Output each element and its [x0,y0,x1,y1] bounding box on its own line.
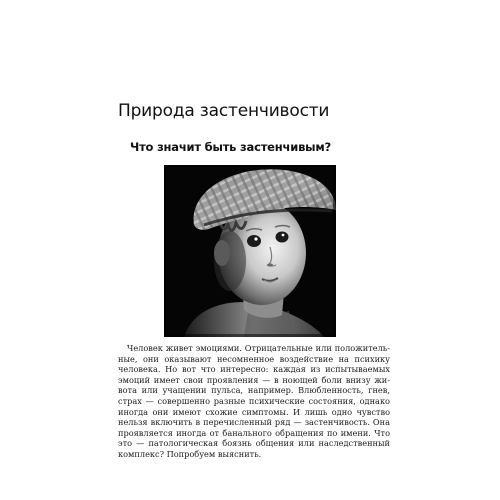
body-line: проявляется иногда от банального обращения по имени. Что [118,427,390,438]
body-line: Человек живет эмоциями. Отрицательные или положитель- [127,343,390,353]
body-line: комплекс? Попробуем выяснить. [118,448,262,459]
body-line: это — патологическая боязнь общения или наследственный [118,438,390,449]
body-line: нельзя включить в перечисленный ряд — застенчивость. Она [118,417,390,428]
section-title: Что значит быть застенчивым? [130,140,332,154]
body-line: страх — совершенно разные психические состояния, однако [118,395,390,406]
body-line: человека. Но вот что интересно: каждая из испытываемых [118,364,390,375]
child-photo-illustration [164,165,336,337]
body-line: ные, они оказывают несомненное воздействие на психику [118,353,390,364]
chapter-title: Природа застенчивости [118,101,330,121]
body-line: иногда они имеют схожие симптомы. И лишь одно чувство [118,406,390,417]
child-photo [164,165,336,337]
body-line: вота или учащении пульса, например. Влюбленность, гнев, [118,385,390,396]
body-line: эмоций имеет свои проявления — в ноющей боли внизу жи- [118,374,390,385]
body-paragraph [118,343,390,460]
